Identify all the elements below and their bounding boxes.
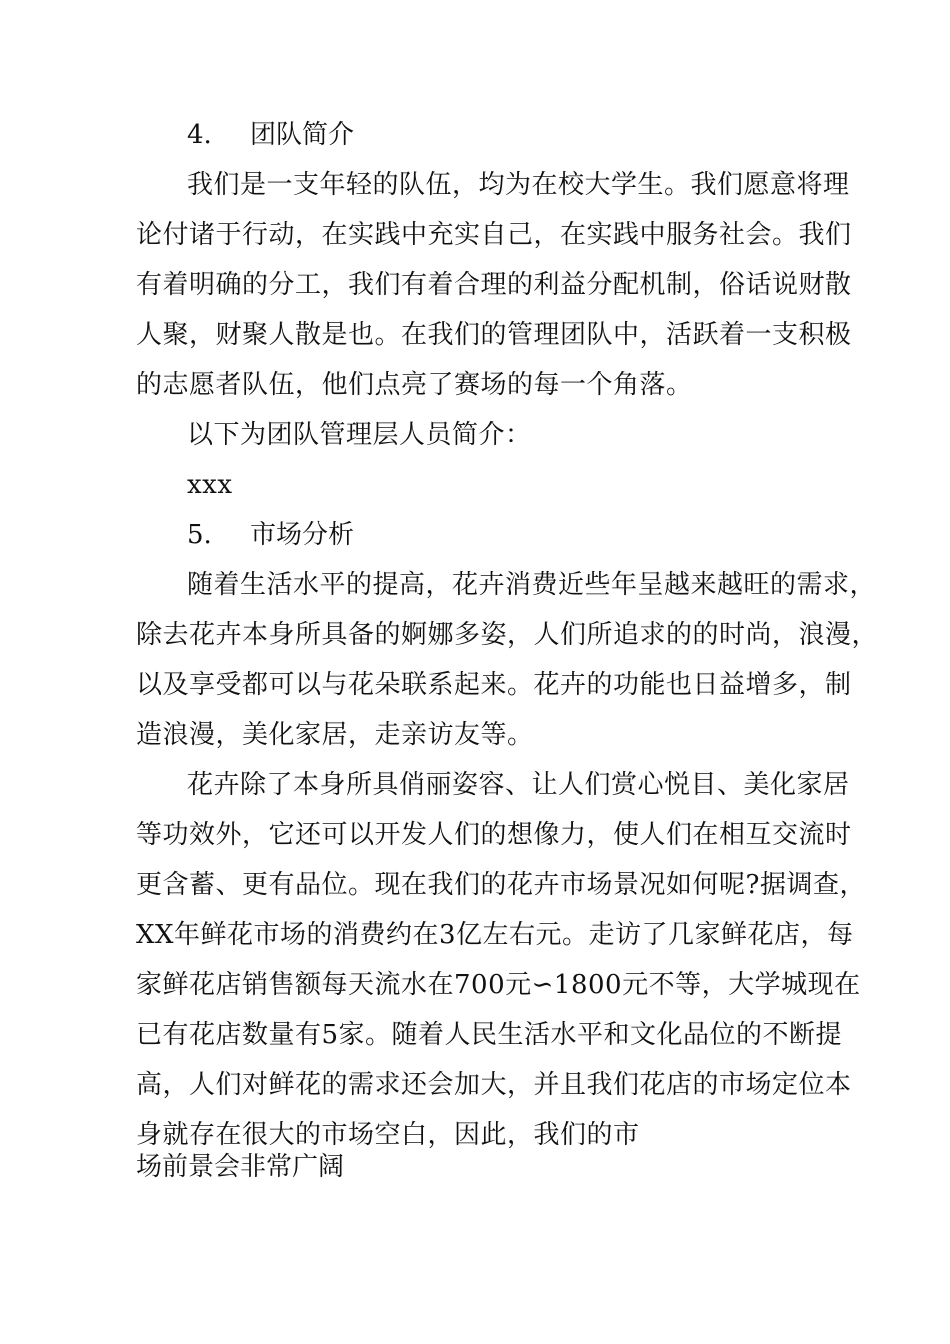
paragraph-tail-line: 场前景会非常广阔 (136, 1152, 345, 1182)
paragraph-line: 有着明确的分工，我们有着合理的利益分配机制，俗话说财散 (136, 270, 852, 300)
paragraph-line: 人聚，财聚人散是也。在我们的管理团队中，活跃着一支积极 (136, 320, 852, 350)
paragraph-line: 身就存在很大的市场空白，因此，我们的市 (136, 1120, 640, 1150)
section-5-title: 市场分析 (250, 520, 355, 550)
paragraph-line: 除去花卉本身所具备的婀娜多姿，人们所追求的的时尚，浪漫， (136, 620, 879, 650)
paragraph-line: 等功效外，它还可以开发人们的想像力，使人们在相互交流时 (136, 820, 852, 850)
paragraph-line: 造浪漫，美化家居，走亲访友等。 (136, 720, 534, 750)
section-5-number: 5. (187, 520, 212, 550)
paragraph-line: 高，人们对鲜花的需求还会加大，并且我们花店的市场定位本 (136, 1070, 852, 1100)
paragraph-line: 我们是一支年轻的队伍，均为在校大学生。我们愿意将理 (187, 170, 850, 200)
section-4-number: 4. (187, 120, 212, 150)
paragraph-line: XX年鲜花市场的消费约在3亿左右元。走访了几家鲜花店，每 (136, 920, 854, 950)
paragraph-line: 论付诸于行动，在实践中充实自己，在实践中服务社会。我们 (136, 220, 852, 250)
paragraph-line: 的志愿者队伍，他们点亮了赛场的每一个角落。 (136, 370, 693, 400)
section-4-title: 团队简介 (250, 120, 355, 150)
paragraph-line: 更含蓄、更有品位。现在我们的花卉市场景况如何呢?据调查， (136, 870, 866, 900)
paragraph-line: 以及享受都可以与花朵联系起来。花卉的功能也日益增多，制 (136, 670, 852, 700)
paragraph-line: 家鲜花店销售额每天流水在700元∽1800元不等，大学城现在 (136, 970, 861, 1000)
paragraph-line: 随着生活水平的提高，花卉消费近些年呈越来越旺的需求， (187, 570, 877, 600)
paragraph-line: 已有花店数量有5家。随着人民生活水平和文化品位的不断提 (136, 1020, 843, 1050)
paragraph-line: xxx (187, 470, 233, 500)
paragraph-line: 花卉除了本身所具俏丽姿容、让人们赏心悦目、美化家居 (187, 770, 850, 800)
paragraph-line: 以下为团队管理层人员简介： (187, 420, 532, 450)
